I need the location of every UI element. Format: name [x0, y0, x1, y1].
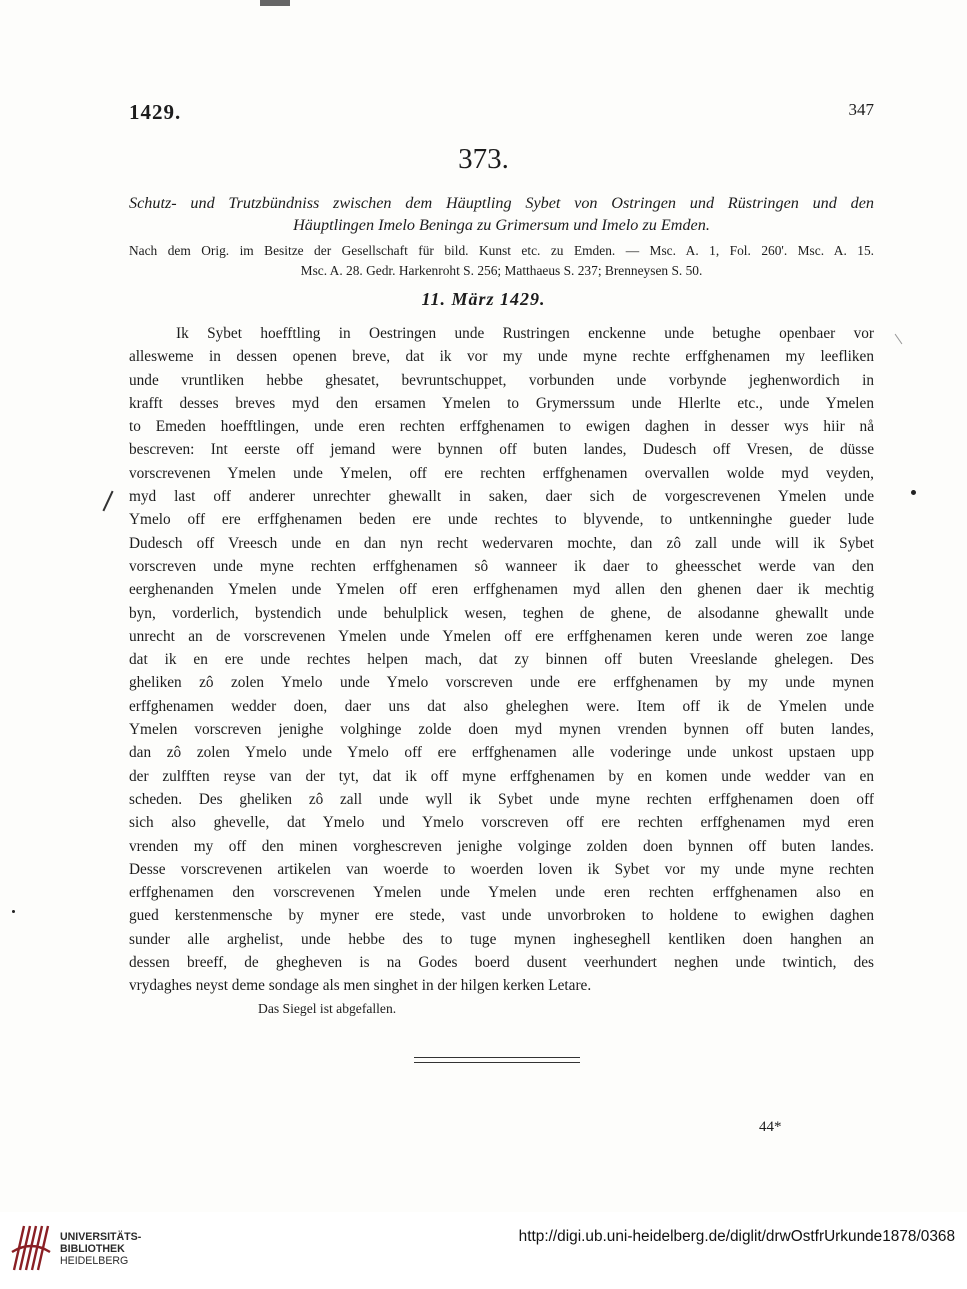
title-line: Schutz- und Trutzbündniss zwischen dem Häuptling Sybet von Ostringen und Rüstringen und den: [129, 194, 874, 212]
body-line: vorscrevenen Ymelen unde Ymelen, off ere rechten erffghenamen overvallen wolde myd veyden,: [129, 464, 874, 482]
margin-dot: [12, 910, 15, 913]
body-line: scheden. Des gheliken zô zall unde wyll ik Sybet unde myne rechten erffghenamen doen off: [129, 790, 874, 808]
body-line: bescreven: Int eerste off jemand were bynnen off buten landes, Dudesch off Vresen, de düsse: [129, 441, 874, 459]
body-line: der zulfften reyse van der tyt, dat ik off myne erffghenamen by en komen unde wedder van en: [129, 767, 874, 785]
library-logo-icon: [10, 1222, 52, 1274]
source-url-link[interactable]: http://digi.ub.uni-heidelberg.de/diglit/drwOstfrUrkunde1878/0368: [518, 1228, 955, 1245]
body-line: dat ik en ere unde rechtes helpen mach, dat zy binnen off buten Vreeslande ghelegen. Des: [129, 651, 874, 669]
document-body: [129, 322, 874, 998]
body-line: Desse vorscrevenen artikelen van woerde to woerden loven ik Sybet vor my unde myne rechten: [129, 860, 874, 878]
body-line: unde vruntliken hebbe ghesatet, bevruntschuppet, vorbunden unde vorbynde jeghenwordich in: [129, 371, 874, 389]
title-line: Häuptlingen Imelo Beninga zu Grimersum und Imelo zu Emden.: [293, 216, 710, 234]
library-name-line: BIBLIOTHEK: [60, 1243, 125, 1255]
library-name: [60, 1231, 141, 1267]
body-line: sich also ghevelle, dat Ymelo und Ymelo vorscreven off ere rechten erffghenamen myd eren: [129, 814, 874, 832]
body-line: Ik Sybet hoefftling in Oestringen unde Rustringen enckenne unde betughe openbaer vor: [176, 325, 874, 342]
body-line: gued kerstenmensche by myner ere stede, vast unde unvorbroken to holdene to ewighen daghen: [129, 907, 874, 925]
library-name-line: UNIVERSITÄTS-: [60, 1231, 142, 1243]
body-line: allesweme in dessen openen breve, dat ik vor my unde myne rechte erffghenamen my leefliken: [129, 348, 874, 366]
body-line: vorscreven unde myne rechten erffghenamen sô wanneer ik daer to gheesschet werde van den: [129, 557, 874, 575]
body-line: dan zô zolen Ymelo unde Ymelo off ere erffghenamen alle voderinge unde unkost upstaen upp: [129, 744, 874, 762]
body-line: dessen breeff, de ghegheven is na Godes boerd dusent veerhundert neghen unde twintich, des: [129, 954, 874, 972]
document-number: 373.: [458, 143, 509, 175]
document-title: [129, 192, 874, 236]
body-line: Ymelen vorscreven jenighe volghinge zolde doen myd mynen vrenden bynnen off buten landes,: [129, 721, 874, 739]
body-line: vrydaghes neyst deme sondage als men singhet in der hilgen kerken Letare.: [129, 977, 592, 995]
section-divider: [414, 1057, 580, 1063]
margin-mark: [102, 491, 113, 512]
body-line: unrecht an de vorscrevenen Ymelen unde Ymelen off ere erffghenamen keren unde weren zoe lange: [129, 627, 874, 645]
running-head-year: 1429.: [129, 100, 182, 124]
page-number: 347: [848, 100, 874, 119]
body-line: erffghenamen den vorscrevenen Ymelen unde Ymelen unde eren rechten erffghenamen also en: [129, 884, 874, 902]
margin-dot: [911, 490, 916, 495]
footer-bar: [0, 1212, 967, 1289]
body-line: to Emeden hoefftlingen, unde eren rechten erffghenamen to ewigen daghen in desser wys hiir nå: [129, 418, 874, 436]
margin-tick: [895, 334, 903, 344]
body-line: vrenden my off den minen vorghescreven jenighe volginge zolden doen bynnen off buten landes.: [129, 837, 874, 855]
document-date: 11. März 1429.: [421, 289, 546, 309]
source-line: Msc. A. 28. Gedr. Harkenroht S. 256; Matthaeus S. 237; Brenneysen S. 50.: [300, 263, 703, 278]
body-line: Ymelo off ere erffghenamen beden ere unde rechtes to blyvende, to untkenninghe gueder lude: [129, 511, 874, 529]
seal-note: Das Siegel ist abgefallen.: [258, 1001, 397, 1016]
library-name-line: HEIDELBERG: [60, 1255, 129, 1267]
source-note: [129, 241, 874, 281]
body-line: gheliken zô zolen Ymelo unde Ymelo vorscreven unde ere erffghenamen by my unde mynen: [129, 674, 874, 692]
body-line: myd last off anderer unrechter ghewallt in saken, daer sich de vorgescrevenen Ymelen unde: [129, 488, 874, 506]
body-line: krafft desses breves myd den ersamen Ymelen to Grymerssum unde Hlerlte etc., unde Ymelen: [129, 394, 874, 412]
signature-mark: 44*: [759, 1119, 782, 1135]
body-line: Dudesch off Vreesch unde en dan nyn recht wedervaren mochte, dan zô zall unde will ik Sybet: [129, 534, 874, 552]
body-line: eerghenanden Ymelen unde Ymelen off eren erffghenamen myd allen den ghenen daer ik mechtig: [129, 581, 874, 599]
body-line: erffghenamen wedder doen, daer uns dat also gheleghen were. Item off ik de Ymelen unde: [129, 697, 874, 715]
source-line: Nach dem Orig. im Besitze der Gesellschaft für bild. Kunst etc. zu Emden. — Msc. A. 1, Fol. 260'. Msc. A. 15.: [129, 243, 874, 258]
scan-edge-mark: [260, 0, 290, 6]
body-line: sunder alle arghelist, unde hebbe des to tuge mynen ingheseghell kentliken doen hanghen an: [129, 930, 874, 948]
body-line: byn, vorderlich, bystendich unde behulplick wesen, teghen de ghene, de alsodanne ghewallt unde: [129, 604, 874, 622]
